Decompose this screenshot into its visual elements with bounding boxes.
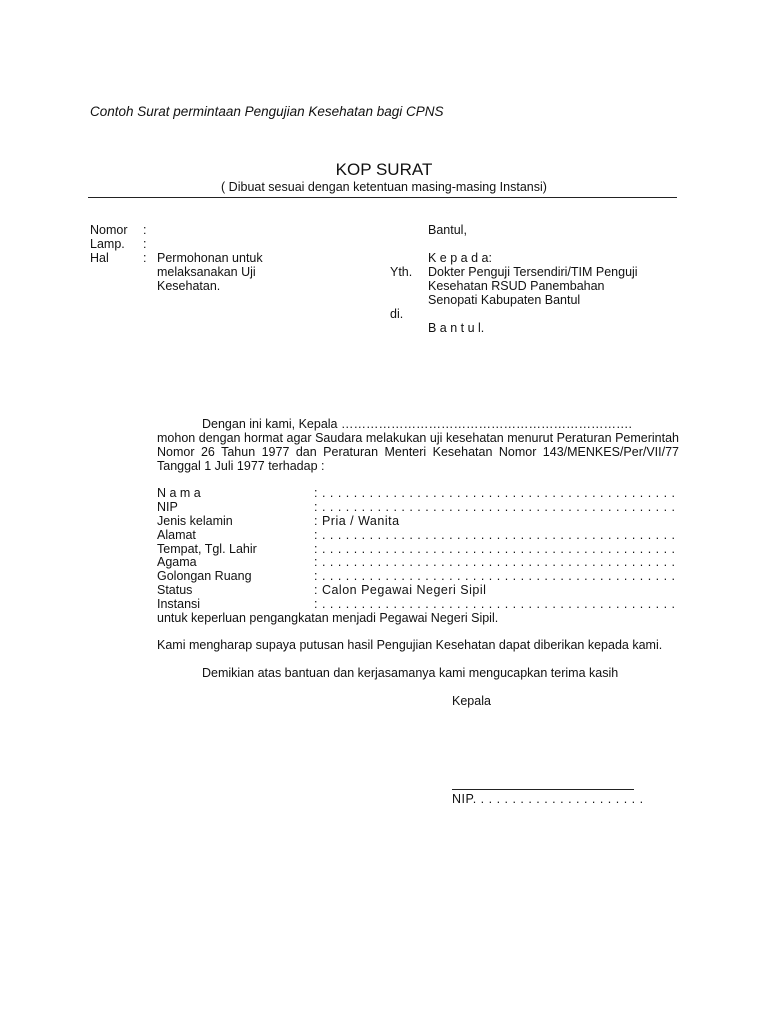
field-label-nama: N a m a — [157, 486, 201, 500]
lamp-colon: : — [143, 237, 147, 251]
hal-subject — [157, 251, 282, 293]
hal-label: Hal — [90, 251, 109, 265]
recipient-address-line: Senopati Kabupaten Bantul — [428, 293, 581, 307]
lamp-label: Lamp. — [90, 237, 125, 251]
field-label-instansi: Instansi — [157, 597, 201, 611]
opening-rest: mohon dengan hormat agar Saudara melakukan uji kesehatan menurut Peraturan Pemerintah Nomor 26 Tahun 1977 dan Peraturan Menteri Kesehatan Nomor 143/MENKES/Per/VII/77 Tanggal 1 Juli 1977 terhadap : — [157, 431, 679, 473]
closing-line: Demikian atas bantuan dan kerjasamanya kami mengucapkan terima kasih — [202, 666, 619, 680]
hal-colon: : — [143, 251, 147, 265]
field-label-jenis-kelamin: Jenis kelamin — [157, 514, 233, 528]
recipient-address-line: Dokter Penguji Tersendiri/TIM Penguji — [428, 265, 638, 279]
document-intro: Contoh Surat permintaan Pengujian Kesehatan bagi CPNS — [90, 104, 444, 119]
letterhead-divider — [88, 197, 677, 198]
nomor-label: Nomor — [90, 223, 128, 237]
field-value-nama: : . . . . . . . . . . . . . . . . . . . . . . . . . . . . . . . . . . . . . . . . . . . . . — [314, 486, 676, 500]
signature-title: Kepala — [452, 694, 491, 708]
letterhead-title: KOP SURAT — [335, 160, 433, 179]
kepada-label: K e p a d a: — [428, 251, 492, 265]
nomor-colon: : — [143, 223, 147, 237]
yth-label: Yth. — [390, 265, 413, 279]
recipient-city: B a n t u l. — [428, 321, 485, 335]
opening-line: Dengan ini kami, Kepala ……………………………………………………………. — [202, 417, 632, 431]
di-label: di. — [390, 307, 404, 321]
recipient-address-line: Kesehatan RSUD Panembahan — [428, 279, 605, 293]
opening-paragraph — [157, 417, 679, 473]
field-label-alamat: Alamat — [157, 528, 196, 542]
field-label-golongan-ruang: Golongan Ruang — [157, 569, 252, 583]
field-value-golongan-ruang: : . . . . . . . . . . . . . . . . . . . . . . . . . . . . . . . . . . . . . . . . . . . . . — [314, 569, 676, 583]
signature-line — [452, 789, 634, 790]
hal-subject-line: melaksanakan Uji — [157, 265, 256, 279]
signature-nip: NIP. . . . . . . . . . . . . . . . . . . . . . — [452, 792, 644, 806]
hope-paragraph: Kami mengharap supaya putusan hasil Pengujian Kesehatan dapat diberikan kepada kami. — [157, 638, 663, 652]
field-value-jenis-kelamin: : Pria / Wanita — [314, 514, 400, 528]
field-value-alamat: : . . . . . . . . . . . . . . . . . . . . . . . . . . . . . . . . . . . . . . . . . . . . . — [314, 528, 676, 542]
field-value-tempat-tgl-lahir: : . . . . . . . . . . . . . . . . . . . . . . . . . . . . . . . . . . . . . . . . . . . . . — [314, 542, 676, 556]
hal-subject-line: Permohonan untuk — [157, 251, 263, 265]
letterhead-subtitle: ( Dibuat sesuai dengan ketentuan masing-masing Instansi) — [221, 180, 547, 194]
field-value-agama: : . . . . . . . . . . . . . . . . . . . . . . . . . . . . . . . . . . . . . . . . . . . . . — [314, 555, 676, 569]
recipient-address — [428, 265, 678, 307]
field-value-status: : Calon Pegawai Negeri Sipil — [314, 583, 487, 597]
hal-subject-line: Kesehatan. — [157, 279, 221, 293]
field-value-nip: : . . . . . . . . . . . . . . . . . . . . . . . . . . . . . . . . . . . . . . . . . . . . . — [314, 500, 676, 514]
purpose-line: untuk keperluan pengangkatan menjadi Pegawai Negeri Sipil. — [157, 611, 499, 625]
field-label-status: Status — [157, 583, 193, 597]
field-value-instansi: : . . . . . . . . . . . . . . . . . . . . . . . . . . . . . . . . . . . . . . . . . . . . . — [314, 597, 676, 611]
place-date: Bantul, — [428, 223, 467, 237]
field-label-nip: NIP — [157, 500, 178, 514]
field-label-agama: Agama — [157, 555, 197, 569]
field-label-tempat-tgl-lahir: Tempat, Tgl. Lahir — [157, 542, 257, 556]
